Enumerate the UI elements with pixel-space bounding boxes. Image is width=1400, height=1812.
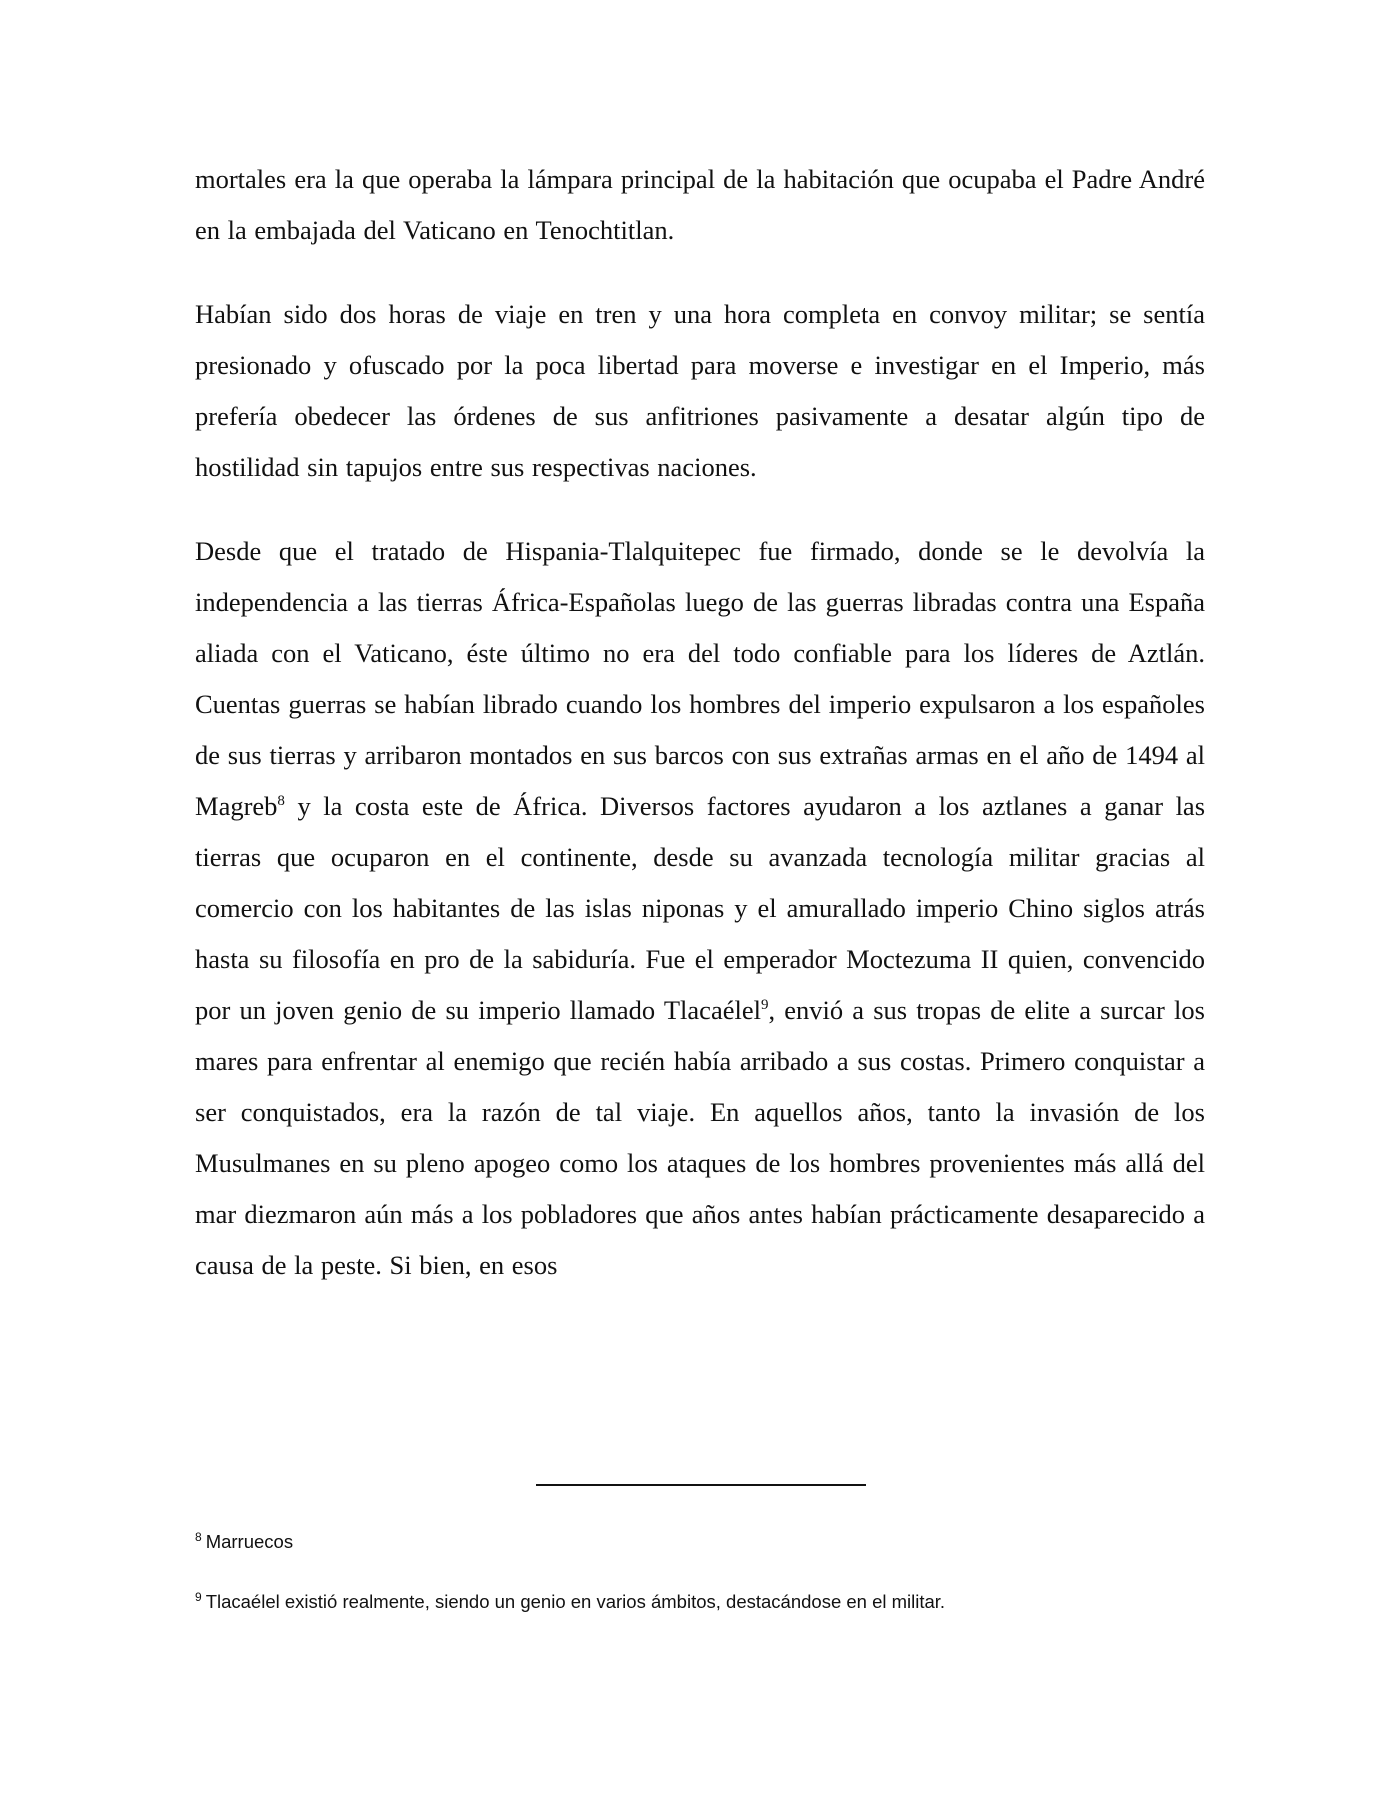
- paragraph-2: [195, 289, 1205, 493]
- paragraph-1-text: mortales era la que operaba la lámpara principal de la habitación que ocupaba el Padre André en la embajada del Vaticano en Tenochtitlan.: [195, 164, 1205, 245]
- footnote-text: Marruecos: [205, 1531, 294, 1552]
- paragraph-2-text: Habían sido dos horas de viaje en tren y una hora completa en convoy militar; se sentía presionado y ofuscado por la poca libertad para moverse e investigar en el Imperio, más prefería obedecer las órdenes de sus anfitriones pasivamente a desatar algún tipo de hostilidad sin tapujos entre sus respectivas naciones.: [195, 299, 1205, 482]
- footnote-mark: 9: [195, 1589, 202, 1604]
- paragraph-1: [195, 154, 1205, 256]
- footnote-mark: 8: [195, 1529, 202, 1544]
- body-text: [195, 154, 1205, 1291]
- footnotes: [195, 1528, 1205, 1648]
- footnote-text: Tlacaélel existió realmente, siendo un genio en varios ámbitos, destacándose en el militar.: [205, 1591, 946, 1612]
- paragraph-3-text-part-2: y la costa este de África. Diversos factores ayudaron a los aztlanes a ganar las tierras que ocuparon en el continente, desde su avanzada tecnología militar gracias al comercio con los habitantes de las islas niponas y el amurallado imperio Chino siglos atrás hasta su filosofía en pro de la sabiduría. Fue el emperador Moctezuma II quien, convencido por un joven genio de su imperio llamado Tlacaélel: [195, 791, 1206, 1025]
- footnote-9: [195, 1588, 1205, 1616]
- paragraph-3-text-part-1: Desde que el tratado de Hispania-Tlalquitepec fue firmado, donde se le devolvía la independencia a las tierras África-Españolas luego de las guerras libradas contra una España aliada con el Vaticano, éste último no era del todo confiable para los líderes de Aztlán. Cuentas guerras se habían librado cuando los hombres del imperio expulsaron a los españoles de sus tierras y arribaron montados en sus barcos con sus extrañas armas en el año de 1494 al Magreb: [195, 536, 1205, 821]
- footnote-8: [195, 1528, 1205, 1556]
- footnote-reference-9[interactable]: 9: [760, 997, 769, 1014]
- footnote-reference-8[interactable]: 8: [277, 793, 285, 810]
- paragraph-3: [195, 526, 1205, 1291]
- footnote-separator: [536, 1484, 866, 1486]
- paragraph-3-text-part-3: , envió a sus tropas de elite a surcar los mares para enfrentar al enemigo que recién había arribado a sus costas. Primero conquistar a ser conquistados, era la razón de tal viaje. En aquellos años, tanto la invasión de los Musulmanes en su pleno apogeo como los ataques de los hombres provenientes más allá del mar diezmaron aún más a los pobladores que años antes habían prácticamente desaparecido a causa de la peste. Si bien, en esos: [195, 995, 1205, 1280]
